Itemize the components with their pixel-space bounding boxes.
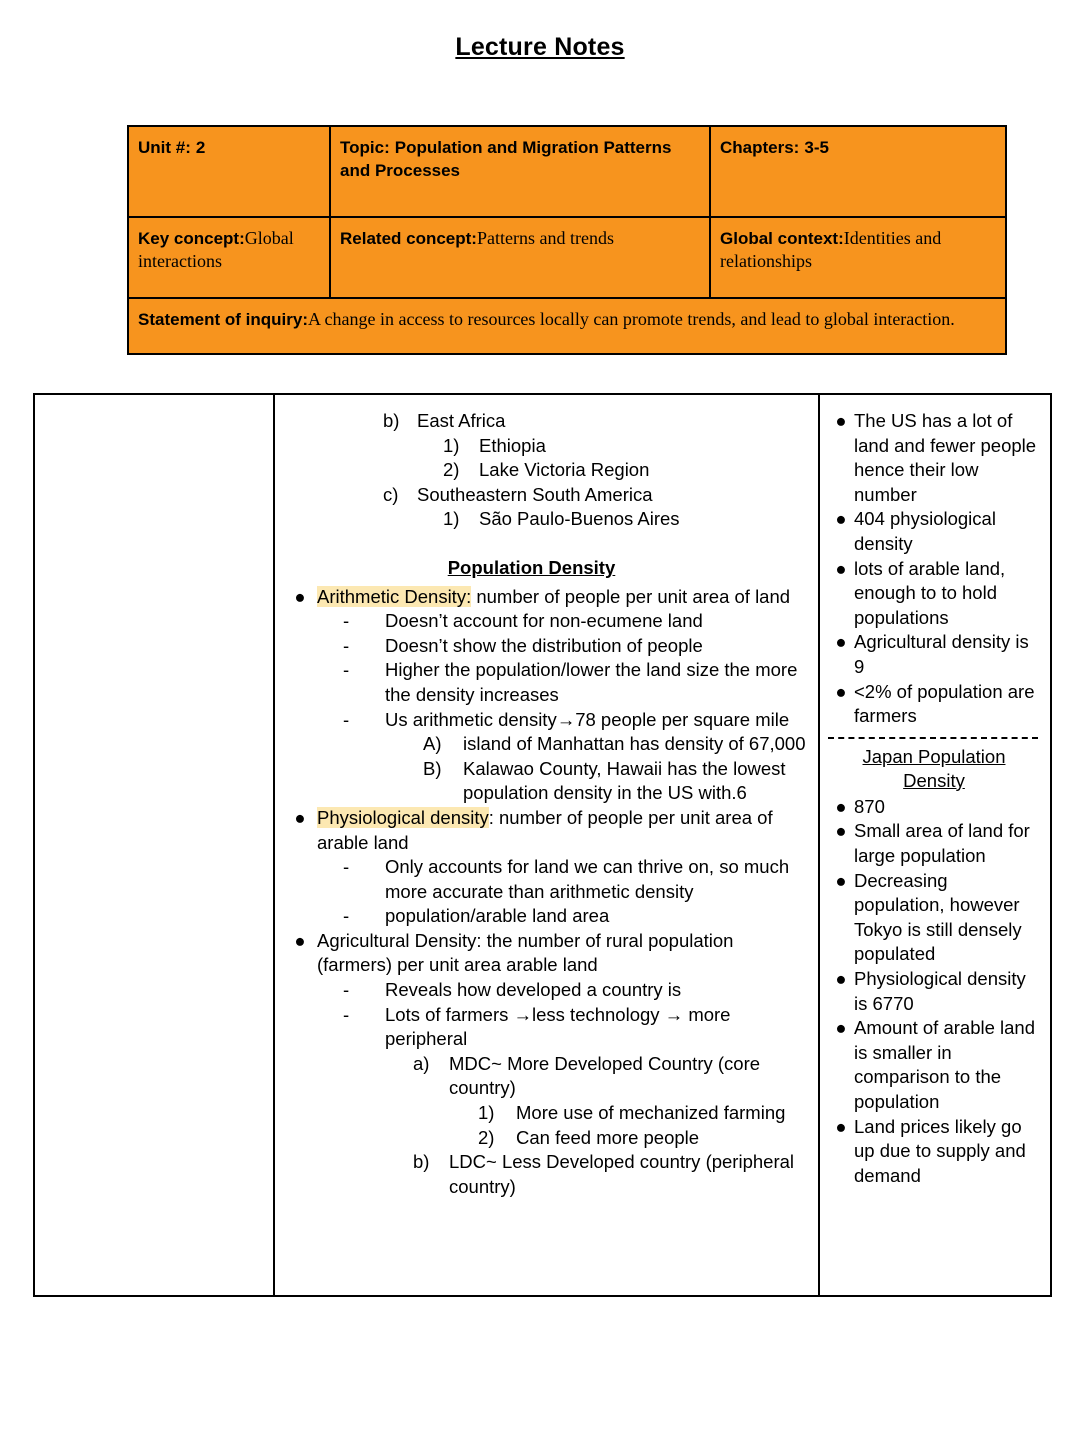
outline-item: [343, 904, 810, 929]
outline-marker: 2): [443, 459, 460, 481]
outline-text: Doesn’t account for non-ecumene land: [385, 610, 703, 632]
bullet-icon: ●: [835, 410, 847, 431]
outline-text: Ethiopia: [479, 434, 546, 456]
outline-text: LDC~ Less Developed country (peripheral country): [449, 1151, 795, 1197]
global-context-value: Identities and relationships: [720, 228, 942, 272]
outline-item: [383, 483, 810, 508]
outline-item: [443, 507, 810, 532]
related-concept-cell: [330, 217, 710, 298]
outline-marker: -: [343, 856, 350, 878]
outline-marker: ●: [294, 585, 306, 607]
outline-item: [413, 1150, 810, 1199]
unit-planner-table: [127, 125, 1007, 355]
outline-text: Can feed more people: [516, 1126, 700, 1148]
outline-marker: A): [423, 733, 442, 755]
bullet-icon: ●: [835, 508, 847, 530]
highlighted-term: Arithmetic Density:: [317, 585, 472, 607]
outline-item: [343, 634, 810, 659]
list-item-label: Decreasing population, however Tokyo is still densely populated: [854, 869, 1022, 965]
section-divider: [828, 737, 1038, 739]
global-context-cell: [710, 217, 1006, 298]
outline-item: [478, 1126, 810, 1151]
statement-of-inquiry-cell: [128, 298, 1006, 354]
outline-marker: b): [413, 1151, 430, 1173]
outline-marker: -: [343, 979, 350, 1001]
unit-planner-row-3: [128, 298, 1006, 354]
statement-of-inquiry-value: A change in access to resources locally can promote trends, and lead to global interaction.: [308, 309, 955, 330]
us-bullet-group: [828, 409, 1040, 729]
outline-text: More use of mechanized farming: [516, 1102, 786, 1124]
list-item-label: Land prices likely go up due to supply and demand: [854, 1115, 1026, 1186]
list-item-label: Physiological density is 6770: [854, 967, 1026, 1014]
outline-text: Lake Victoria Region: [479, 459, 650, 481]
notes-table-row: [34, 394, 1051, 1296]
key-concept-value: Global interactions: [138, 228, 294, 272]
notes-right-column: [819, 394, 1051, 1296]
outline-item: [423, 757, 810, 806]
list-item: [828, 557, 1040, 631]
outline-marker: -: [343, 610, 350, 632]
outline-text: population/arable land area: [385, 905, 610, 927]
highlighted-term: Physiological density: [317, 806, 489, 828]
unit-planner-row-1: [128, 126, 1006, 217]
outline-item: [283, 929, 810, 978]
outline-marker: 1): [443, 434, 460, 456]
outline-item: [283, 806, 810, 855]
outline-marker: a): [413, 1052, 430, 1074]
list-item: [828, 1016, 1040, 1114]
outline-text: Agricultural Density: the number of rural population (farmers) per unit area arable land: [317, 929, 734, 976]
list-item-label: The US has a lot of land and fewer people hence their low number: [854, 410, 1037, 505]
list-item: [828, 630, 1040, 679]
outline-item: [343, 1003, 810, 1052]
chapters-value: 3-5: [804, 138, 829, 157]
outline-marker: B): [423, 757, 442, 779]
outline-body-group: [283, 585, 810, 1200]
outline-item: [283, 585, 810, 610]
outline-text: Reveals how developed a country is: [385, 979, 682, 1001]
outline-marker: -: [343, 1003, 350, 1025]
outline-marker: -: [343, 905, 350, 927]
list-item: [828, 795, 1040, 820]
outline-item: [343, 658, 810, 707]
unit-number-value: 2: [195, 138, 206, 157]
outline-text: Only accounts for land we can thrive on, so much more accurate than arithmetic density: [385, 856, 790, 902]
list-item: [828, 409, 1040, 507]
outline-item: [343, 978, 810, 1003]
population-density-heading: Population Density: [447, 556, 616, 578]
outline-marker: -: [343, 634, 350, 656]
outline-marker: ●: [294, 929, 306, 951]
unit-number-label: Unit #:: [138, 138, 191, 157]
outline-item: [383, 409, 810, 434]
outline-item: [343, 609, 810, 634]
list-item: [828, 967, 1040, 1016]
outline-text: [317, 585, 810, 610]
japan-bullet-group: [828, 795, 1040, 1189]
outline-marker: -: [343, 708, 350, 730]
outline-marker: 2): [478, 1126, 495, 1148]
bullet-icon: ●: [835, 1017, 847, 1039]
notes-left-column: [34, 394, 274, 1296]
outline-top-group: [283, 409, 810, 532]
outline-text: East Africa: [417, 410, 506, 431]
related-concept-label: Related concept:: [340, 229, 477, 249]
outline-text: island of Manhattan has density of 67,000: [463, 733, 806, 755]
list-item: [828, 869, 1040, 967]
page-title: Lecture Notes: [455, 33, 625, 61]
bullet-icon: ●: [835, 820, 847, 842]
outline-item: [413, 1052, 810, 1101]
topic-value: Population and Migration Patterns and Processes: [340, 138, 672, 181]
topic-label: Topic:: [340, 138, 390, 157]
list-item-label: <2% of population are farmers: [854, 680, 1035, 727]
outline-marker: 1): [443, 508, 460, 530]
outline-item: [443, 458, 810, 483]
outline-text: MDC~ More Developed Country (core country): [449, 1052, 761, 1099]
statement-of-inquiry-label: Statement of inquiry:: [138, 310, 309, 330]
notes-middle-column: [274, 394, 819, 1296]
outline-text: Kalawao County, Hawaii has the lowest population density in the US with.6: [463, 757, 786, 804]
bullet-icon: ●: [835, 557, 847, 579]
bullet-icon: ●: [835, 795, 847, 817]
outline-item: [423, 732, 810, 757]
list-item-label: 404 physiological density: [854, 508, 996, 554]
bullet-icon: ●: [835, 869, 847, 891]
outline-text: Doesn’t show the distribution of people: [385, 634, 703, 656]
outline-text: [317, 806, 810, 855]
outline-marker: -: [343, 659, 350, 681]
key-concept-cell: [128, 217, 330, 298]
key-concept-label: Key concept:: [138, 229, 245, 249]
outline-marker: ●: [294, 806, 306, 828]
unit-number-cell: [128, 126, 330, 217]
japan-population-density-heading: Japan Population Density: [862, 745, 1006, 791]
bullet-icon: ●: [835, 967, 847, 989]
list-item-label: lots of arable land, enough to to hold populations: [854, 557, 1006, 628]
list-item: [828, 819, 1040, 868]
outline-marker: 1): [478, 1102, 495, 1124]
list-item: [828, 507, 1040, 556]
notes-table: [33, 393, 1052, 1297]
outline-item: [443, 434, 810, 459]
unit-planner-row-2: [128, 217, 1006, 298]
outline-text: Us arithmetic density→78 people per square mile: [385, 708, 790, 730]
outline-marker: c): [383, 483, 399, 505]
list-item-label: Amount of arable land is smaller in comparison to the population: [854, 1017, 1036, 1112]
related-concept-value: Patterns and trends: [476, 228, 614, 249]
outline-text: Lots of farmers →less technology → more peripheral: [385, 1003, 731, 1050]
list-item-label: Small area of land for large population: [854, 820, 1030, 866]
outline-text: Southeastern South America: [417, 483, 653, 505]
list-item-label: 870: [854, 795, 885, 817]
chapters-cell: [710, 126, 1006, 217]
bullet-icon: ●: [835, 1115, 847, 1137]
outline-text-rest: number of people per unit area of land: [471, 585, 791, 607]
outline-item: [478, 1101, 810, 1126]
notes-middle-content: [275, 395, 818, 1209]
outline-item: [343, 708, 810, 733]
list-item: [828, 680, 1040, 729]
global-context-label: Global context:: [720, 229, 844, 249]
bullet-icon: ●: [835, 631, 847, 653]
bullet-icon: ●: [835, 680, 847, 702]
chapters-label: Chapters:: [720, 138, 800, 157]
outline-text: São Paulo-Buenos Aires: [479, 508, 680, 530]
notes-right-content: [820, 395, 1050, 1198]
outline-text-rest: : number of people per unit area of arable land: [317, 806, 773, 853]
outline-marker: b): [383, 410, 400, 431]
list-item: [828, 1115, 1040, 1189]
list-item-label: Agricultural density is 9: [854, 631, 1029, 677]
topic-cell: [330, 126, 710, 217]
outline-text: Higher the population/lower the land size the more the density increases: [385, 659, 798, 705]
outline-item: [343, 855, 810, 904]
